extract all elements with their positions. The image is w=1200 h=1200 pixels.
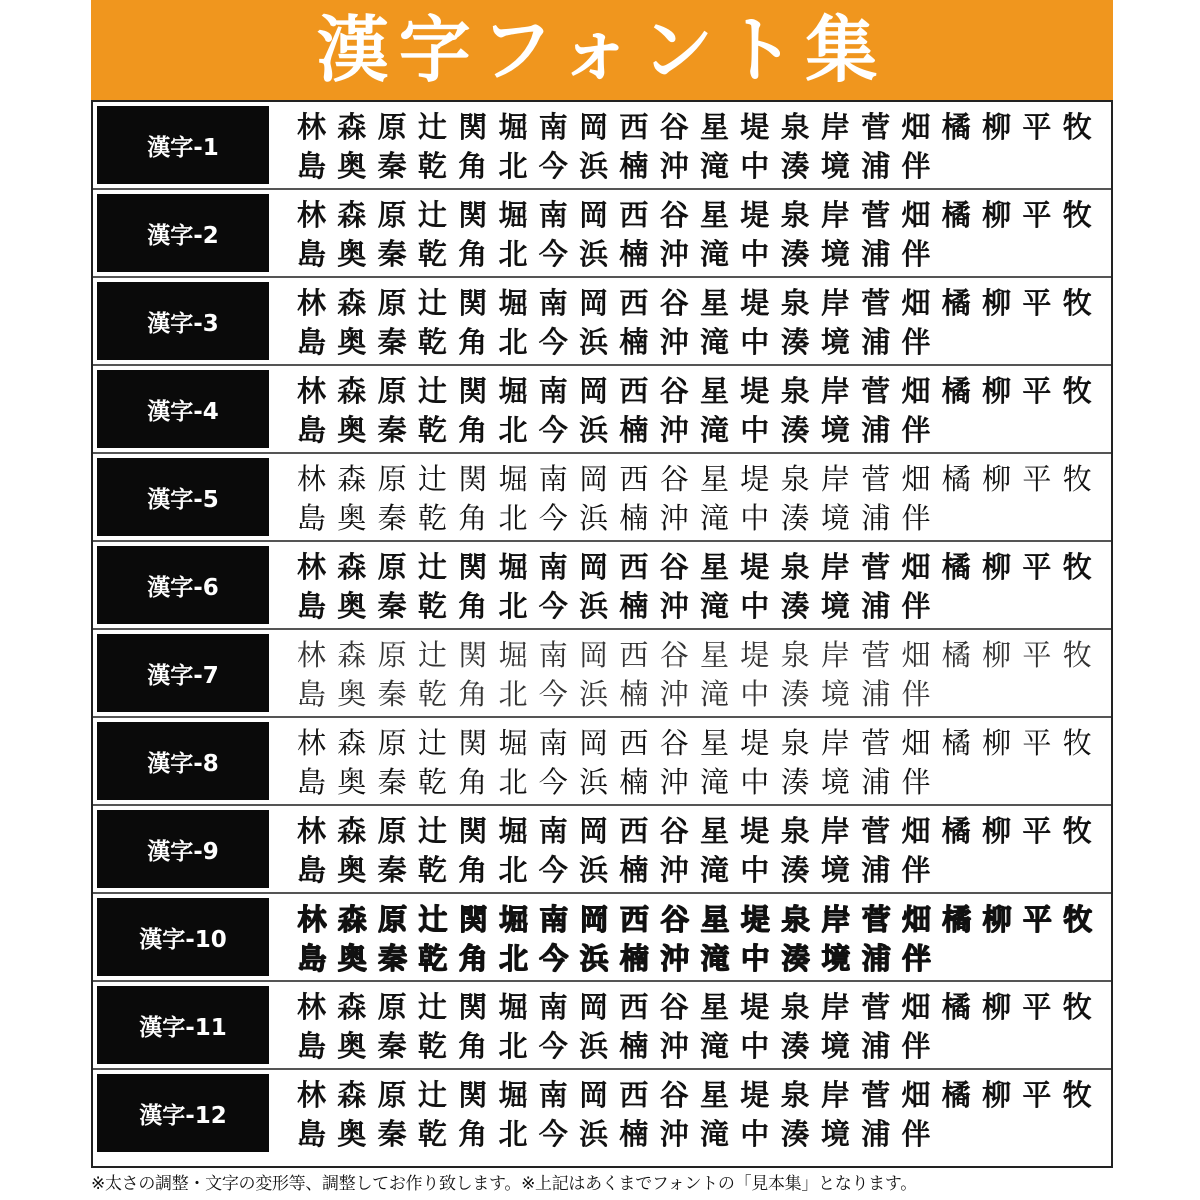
sample-label: 漢字-4	[97, 370, 269, 448]
sample-line-2: 島奥秦乾角北今浜楠沖滝中湊境浦伴	[297, 589, 942, 623]
sample-label: 漢字-5	[97, 458, 269, 536]
font-sample-table	[91, 100, 1113, 1168]
sample-characters	[297, 372, 1104, 452]
sample-label: 漢字-9	[97, 810, 269, 888]
sample-label: 漢字-11	[97, 986, 269, 1064]
sample-line-2: 島奥秦乾角北今浜楠沖滝中湊境浦伴	[297, 765, 942, 799]
sample-characters	[297, 636, 1104, 716]
sample-row-5	[93, 454, 1111, 542]
sample-characters	[297, 724, 1104, 804]
sample-line-2: 島奥秦乾角北今浜楠沖滝中湊境浦伴	[297, 853, 942, 887]
sample-characters	[297, 1076, 1104, 1156]
sample-line-1: 林森原辻関堀南岡西谷星堤泉岸菅畑橘柳平牧	[297, 990, 1104, 1024]
sample-label: 漢字-12	[97, 1074, 269, 1152]
sample-line-2: 島奥秦乾角北今浜楠沖滝中湊境浦伴	[297, 677, 942, 711]
font-sample-sheet	[91, 0, 1113, 1194]
sample-line-1: 林森原辻関堀南岡西谷星堤泉岸菅畑橘柳平牧	[297, 462, 1104, 496]
sample-row-3	[93, 278, 1111, 366]
sample-row-2	[93, 190, 1111, 278]
sample-characters	[297, 460, 1104, 540]
sample-label: 漢字-1	[97, 106, 269, 184]
sample-label: 漢字-6	[97, 546, 269, 624]
sample-characters	[297, 548, 1104, 628]
sample-characters	[297, 196, 1104, 276]
sample-line-2: 島奥秦乾角北今浜楠沖滝中湊境浦伴	[297, 1117, 942, 1151]
sample-row-4	[93, 366, 1111, 454]
sample-row-9	[93, 806, 1111, 894]
sample-row-11	[93, 982, 1111, 1070]
sample-characters	[297, 284, 1104, 364]
sample-label: 漢字-2	[97, 194, 269, 272]
title-banner	[91, 0, 1113, 100]
sample-row-12	[93, 1070, 1111, 1158]
sample-line-2: 島奥秦乾角北今浜楠沖滝中湊境浦伴	[297, 941, 942, 975]
sample-line-2: 島奥秦乾角北今浜楠沖滝中湊境浦伴	[297, 149, 942, 183]
banner-title: 漢字フォント集	[316, 8, 888, 92]
sample-line-2: 島奥秦乾角北今浜楠沖滝中湊境浦伴	[297, 1029, 942, 1063]
sample-row-8	[93, 718, 1111, 806]
sample-characters	[297, 988, 1104, 1068]
sample-line-1: 林森原辻関堀南岡西谷星堤泉岸菅畑橘柳平牧	[297, 286, 1104, 320]
sample-line-1: 林森原辻関堀南岡西谷星堤泉岸菅畑橘柳平牧	[297, 814, 1104, 848]
sample-label: 漢字-7	[97, 634, 269, 712]
sample-line-1: 林森原辻関堀南岡西谷星堤泉岸菅畑橘柳平牧	[297, 110, 1104, 144]
sample-characters	[297, 812, 1104, 892]
sample-line-2: 島奥秦乾角北今浜楠沖滝中湊境浦伴	[297, 325, 942, 359]
sample-line-1: 林森原辻関堀南岡西谷星堤泉岸菅畑橘柳平牧	[297, 550, 1104, 584]
sample-line-1: 林森原辻関堀南岡西谷星堤泉岸菅畑橘柳平牧	[297, 638, 1104, 672]
sample-line-1: 林森原辻関堀南岡西谷星堤泉岸菅畑橘柳平牧	[297, 374, 1104, 408]
sample-line-2: 島奥秦乾角北今浜楠沖滝中湊境浦伴	[297, 237, 942, 271]
sample-row-1	[93, 102, 1111, 190]
sample-label: 漢字-10	[97, 898, 269, 976]
sample-characters	[297, 108, 1104, 188]
sample-line-2: 島奥秦乾角北今浜楠沖滝中湊境浦伴	[297, 501, 942, 535]
sample-line-1: 林森原辻関堀南岡西谷星堤泉岸菅畑橘柳平牧	[297, 1078, 1104, 1112]
sample-characters	[297, 900, 1104, 980]
footnote: ※太さの調整・文字の変形等、調整してお作り致します。※上記はあくまでフォントの「見本集」となります。	[91, 1174, 917, 1194]
sample-row-7	[93, 630, 1111, 718]
sample-line-1: 林森原辻関堀南岡西谷星堤泉岸菅畑橘柳平牧	[297, 726, 1104, 760]
sample-label: 漢字-3	[97, 282, 269, 360]
sample-row-6	[93, 542, 1111, 630]
sample-label: 漢字-8	[97, 722, 269, 800]
sample-line-2: 島奥秦乾角北今浜楠沖滝中湊境浦伴	[297, 413, 942, 447]
sample-line-1: 林森原辻関堀南岡西谷星堤泉岸菅畑橘柳平牧	[297, 198, 1104, 232]
sample-row-10	[93, 894, 1111, 982]
sample-line-1: 林森原辻関堀南岡西谷星堤泉岸菅畑橘柳平牧	[297, 902, 1104, 936]
